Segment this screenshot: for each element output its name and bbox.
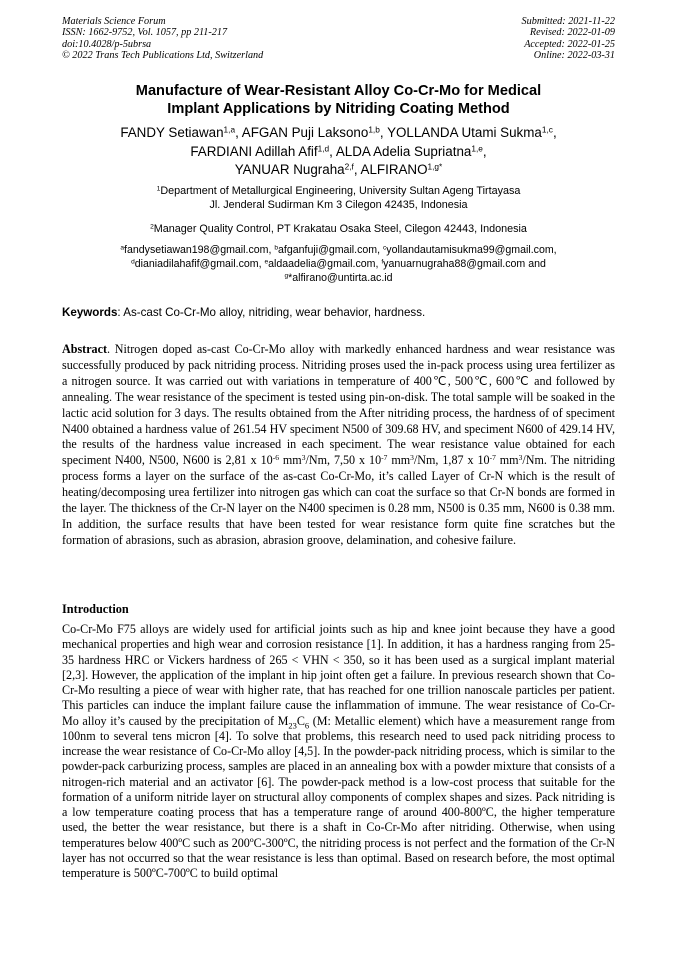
abstract-text: . Nitrogen doped as-cast Co-Cr-Mo alloy with markedly enhanced hardness and wear resistance was successfully produced by pack nitriding process. Nitriding proses used the in-pack process using urea fertilizer as a nitrogen source. It was carried out with variations in temperature of 400℃, 500℃, 600℃ and followed by annealing. The wear resistance of the speciment is tested using pin-on-disk. The total sample will be soaked in the lactic acid solution for 3 days. The results obtained from the After nitriding process, the hardness of of speciment N400 obtained a hardness value of 261.54 HV speciment N500 of 309.68 HV, and speciment N600 of 429.14 HV, the results of the hardness value increased in each speciment. The wear resistance value obtained for each speciment N400, N500, N600 is 2,81 x 10 xyxy=(62,342,615,468)
journal-name: Materials Science Forum xyxy=(62,16,166,27)
exponent: -6 xyxy=(272,453,279,463)
abstract-text: /Nm. The nitriding process forms a layer on the surface of the as-cast Co-Cr-Mo, it’s called Layer of Cr-N which is the result of heating/decomposing urea fertilizer into nitrogen gas which can coat the surface so that Cr-N bonds are formed in the layer. The thickness of the Cr-N layer on the N400 specimen is 0.28 mm, N500 is 0.35 mm, N600 is 0.38 mm. In addition, the surface results that have been tested for wear resistance form quite fine scratches but the formation of abrasions, such as abrasion, abrasion groove, delamination, and cohesive failure. xyxy=(62,453,615,547)
journal-info xyxy=(62,16,263,62)
journal-issn: ISSN: 1662-9752, Vol. 1057, pp 211-217 xyxy=(62,27,228,39)
author-affiliation-mark: 1,e xyxy=(471,142,483,153)
affiliation-2-line-1: Manager Quality Control, PT Krakatau Osaka Steel, Cilegon 42443, Indonesia xyxy=(153,223,527,235)
title-line-2: Implant Applications by Nitriding Coating Method xyxy=(167,101,510,117)
affiliation-2 xyxy=(62,222,615,236)
exponent: 3 xyxy=(301,453,306,463)
abstract-text: /Nm, 7,50 x 10 xyxy=(305,453,382,468)
author-affiliation-mark: 2,f xyxy=(344,161,354,172)
author-name: ALFIRANO xyxy=(360,162,428,177)
author-affiliation-mark: 1,c xyxy=(541,124,553,135)
date-submitted: Submitted: 2021-11-22 xyxy=(521,16,615,27)
affiliation-1-line-2: Jl. Jenderal Sudirman Km 3 Cilegon 42435, Indonesia xyxy=(209,199,468,211)
body-text: Co-Cr-Mo F75 alloys are widely used for artificial joints such as hip and knee joint because they have a good mechanical properties and high wear and corrosion resistance [1]. In addition, it has a hardness ranging from 25-35 hardness HRC or Vickers hardness of 265 < VHN < 350, so it has been used as a surgical implant material [2,3]. However, the application of the implant in hip joint often get a failure. In previous research shown that Co-Cr-Mo resulting a piece of wear with higher rate, that has reached for one trillion nanoscale particles per patient. This particles can induce the implant failure cause the inflammation of immune. The wear resistance of Co-Cr-Mo alloy it’s caused by the precipitation of M xyxy=(62,622,615,728)
exponent: 3 xyxy=(410,453,414,463)
abstract xyxy=(62,342,615,549)
author-name: YOLLANDA Utami Sukma xyxy=(387,125,542,140)
date-accepted: Accepted: 2022-01-25 xyxy=(524,38,615,50)
email-mark: f xyxy=(381,258,384,266)
date-revised: Revised: 2022-01-09 xyxy=(529,27,615,39)
abstract-text: mm xyxy=(495,453,519,468)
author-name: YANUAR Nugraha xyxy=(234,162,345,177)
exponent: 3 xyxy=(518,453,523,463)
email-link[interactable]: *alfirano@untirta.ac.id xyxy=(288,272,393,284)
author-emails xyxy=(62,243,615,285)
email-mark: c xyxy=(383,244,387,252)
email-link[interactable]: afganfuji@gmail.com, xyxy=(278,244,383,256)
email-mark: b xyxy=(274,244,279,252)
body-text: (M: Metallic element) which have a measurement range from 100nm to several tens micron [4]. To solve that problems, this research need to used pack nitriding process to increase the wear resistance of Co-Cr-Mo alloy [4,5]. In the powder-pack nitriding process, which is similar to the powder-pack carburizing process, samples are placed in an annealing box with a powder mixture that consists of a nitrogen-rich material and an activator [6]. The powder-pack method is a low-cost process that suitable for the formation of a uniform nitride layer on structural alloy components of complex shapes and sizes. Pack nitriding is a low temperature coating process that has a temperature range of around 400-800ºC, the higher temperature used, the better the wear resistance, but there is a shaft in Co-Cr-Mo after nitriding. Otherwise, when using temperatures below 400ºC such as 200ºC-300ºC, the nitriding process is not perfect and the formation of the Cr-N layer has not occurred so that the wear resistance is less than optimal. Based on research before, the most optimal temperature is 500ºC-700ºC to build optimal xyxy=(62,713,615,880)
exponent: -7 xyxy=(489,453,496,463)
abstract-text: /Nm, 1,87 x 10 xyxy=(413,453,490,468)
email-link[interactable]: dianiadilahafif@gmail.com, xyxy=(134,258,265,270)
author-affiliation-mark: 1,d xyxy=(317,142,330,153)
keywords-label: Keywords xyxy=(62,306,118,319)
author-name: FANDY Setiawan xyxy=(120,125,224,140)
journal-doi: doi:10.4028/p-5ubrsa xyxy=(62,38,152,50)
email-link[interactable]: yanuarnugraha88@gmail.com and xyxy=(383,258,546,270)
abstract-text: mm xyxy=(278,453,302,468)
author-name: ALDA Adelia Supriatna xyxy=(335,143,472,159)
author-affiliation-mark: 1,a xyxy=(223,124,236,135)
keywords-text: : As-cast Co-Cr-Mo alloy, nitriding, wear behavior, hardness. xyxy=(117,306,426,319)
author-list: FANDY Setiawan$^{1,a}$, AFGAN Puji Laksono$^{1,b}$, YOLLANDA Utami Sukma$^{1,c}$, FARDIANI Adillah Afif$^{1,d}$, ALDA Adelia Supriatna$^{1,e}$, YANUAR Nugraha$^{2,f}$, $ALFIRANO^{1,g*}$ xyxy=(120,124,557,177)
affiliation-1 xyxy=(62,184,615,212)
paper-title xyxy=(62,82,615,118)
section-heading-introduction: Introduction xyxy=(62,602,129,616)
affiliation-1-line-1: Department of Metallurgical Engineering, University Sultan Ageng Tirtayasa xyxy=(160,185,521,197)
email-link[interactable]: fandysetiawan198@gmail.com, xyxy=(124,244,275,256)
introduction-body xyxy=(62,622,615,881)
date-online: Online: 2022-03-31 xyxy=(533,50,615,62)
author-name: FARDIANI Adillah Afif xyxy=(190,143,318,159)
author-name: AFGAN Puji Laksono xyxy=(241,125,369,140)
keywords xyxy=(62,306,615,320)
email-mark: a xyxy=(120,244,125,252)
email-link[interactable]: yollandautamisukma99@gmail.com, xyxy=(386,244,557,256)
affiliation-mark: 2 xyxy=(150,223,154,231)
author-affiliation-mark: 1,g* xyxy=(427,161,443,172)
subscript: 6 xyxy=(304,719,310,730)
subscript: 23 xyxy=(288,719,297,730)
email-mark: e xyxy=(264,258,269,266)
title-line-1: Manufacture of Wear-Resistant Alloy Co-Cr-Mo for Medical xyxy=(135,83,542,99)
email-link[interactable]: aldaadelia@gmail.com, xyxy=(268,258,382,270)
journal-copyright: © 2022 Trans Tech Publications Ltd, Switzerland xyxy=(62,50,264,62)
exponent: -7 xyxy=(381,453,388,463)
affiliation-mark: 1 xyxy=(156,185,161,193)
abstract-label: Abstract xyxy=(62,342,108,356)
body-text: C xyxy=(296,713,305,728)
publication-dates xyxy=(522,16,615,62)
email-mark: d xyxy=(131,258,135,266)
author-affiliation-mark: 1,b xyxy=(368,124,380,135)
email-mark: g xyxy=(284,272,289,280)
abstract-text: mm xyxy=(387,453,411,468)
